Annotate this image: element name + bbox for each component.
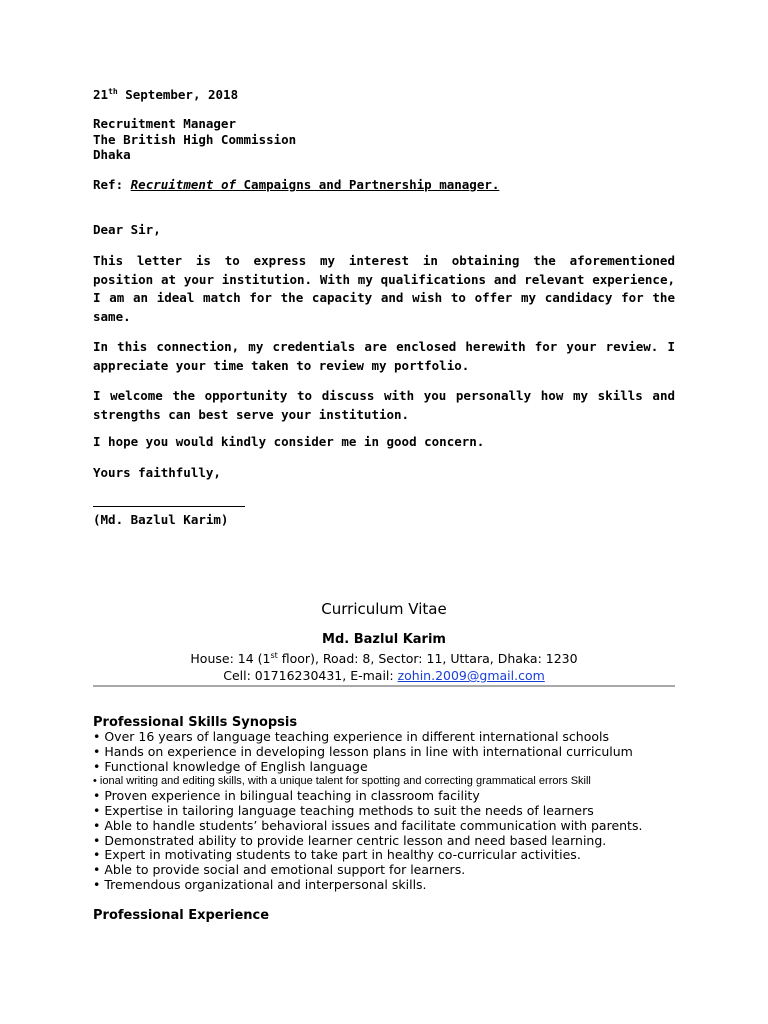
experience-heading: Professional Experience bbox=[93, 908, 270, 923]
cv-name: Md. Bazlul Karim bbox=[322, 632, 446, 647]
letter-paragraph-4: I hope you would kindly consider me in good concern. bbox=[93, 434, 485, 449]
salutation: Dear Sir, bbox=[93, 222, 161, 237]
list-item: • ional writing and editing skills, with a unique talent for spotting and correcting grammatical errors Skill bbox=[93, 775, 591, 788]
list-item: • Proven experience in bilingual teaching in classroom facility bbox=[93, 788, 480, 804]
signature-line bbox=[93, 506, 245, 507]
list-item: • Expert in motivating students to take part in healthy co-curricular activities. bbox=[93, 847, 581, 863]
list-item: • Expertise in tailoring language teaching methods to suit the needs of learners bbox=[93, 802, 594, 818]
recipient-city: Dhaka bbox=[93, 147, 131, 162]
cv-address: House: 14 (1st floor), Road: 8, Sector: 11, Uttara, Dhaka: 1230 bbox=[190, 650, 578, 666]
list-item: • Able to handle students’ behavioral issues and facilitate communication with parents. bbox=[93, 817, 643, 833]
letter-paragraph-1: This letter is to express my interest in obtaining the aforementioned position at your institution. With my qualifications and relevant experience, I am an ideal match for the capacity and wish to offer my candidacy for the same. bbox=[93, 253, 675, 324]
list-item: • Hands on experience in developing lesson plans in line with international curriculum bbox=[93, 743, 633, 759]
letter-paragraph-2: In this connection, my credentials are enclosed herewith for your review. I appreciate your time taken to review my portfolio. bbox=[93, 339, 675, 373]
letter-date: 21th September, 2018 bbox=[93, 86, 239, 102]
list-item: • Functional knowledge of English language bbox=[93, 758, 368, 774]
email-link[interactable]: zohin.2009@gmail.com bbox=[397, 668, 545, 683]
list-item: • Tremendous organizational and interpersonal skills. bbox=[93, 876, 427, 892]
cv-title: Curriculum Vitae bbox=[321, 600, 447, 618]
cv-contact: Cell: 01716230431, E-mail: zohin.2009@gmail.com bbox=[223, 668, 545, 683]
skills-heading: Professional Skills Synopsis bbox=[93, 715, 298, 730]
recipient-title: Recruitment Manager bbox=[93, 116, 236, 131]
list-item: • Demonstrated ability to provide learner centric lesson and need based learning. bbox=[93, 832, 607, 848]
closing: Yours faithfully, bbox=[93, 465, 221, 480]
reference-line: Ref: Recruitment of Campaigns and Partnership manager. bbox=[93, 177, 500, 192]
letter-paragraph-3: I welcome the opportunity to discuss with you personally how my skills and strengths can best serve your institution. bbox=[93, 388, 675, 422]
skills-list bbox=[93, 730, 713, 893]
signature-name: (Md. Bazlul Karim) bbox=[93, 512, 229, 527]
recipient-organization: The British High Commission bbox=[93, 132, 297, 147]
list-item: • Over 16 years of language teaching experience in different international schools bbox=[93, 729, 609, 744]
list-item: • Able to provide social and emotional support for learners. bbox=[93, 862, 466, 878]
divider bbox=[93, 685, 675, 687]
